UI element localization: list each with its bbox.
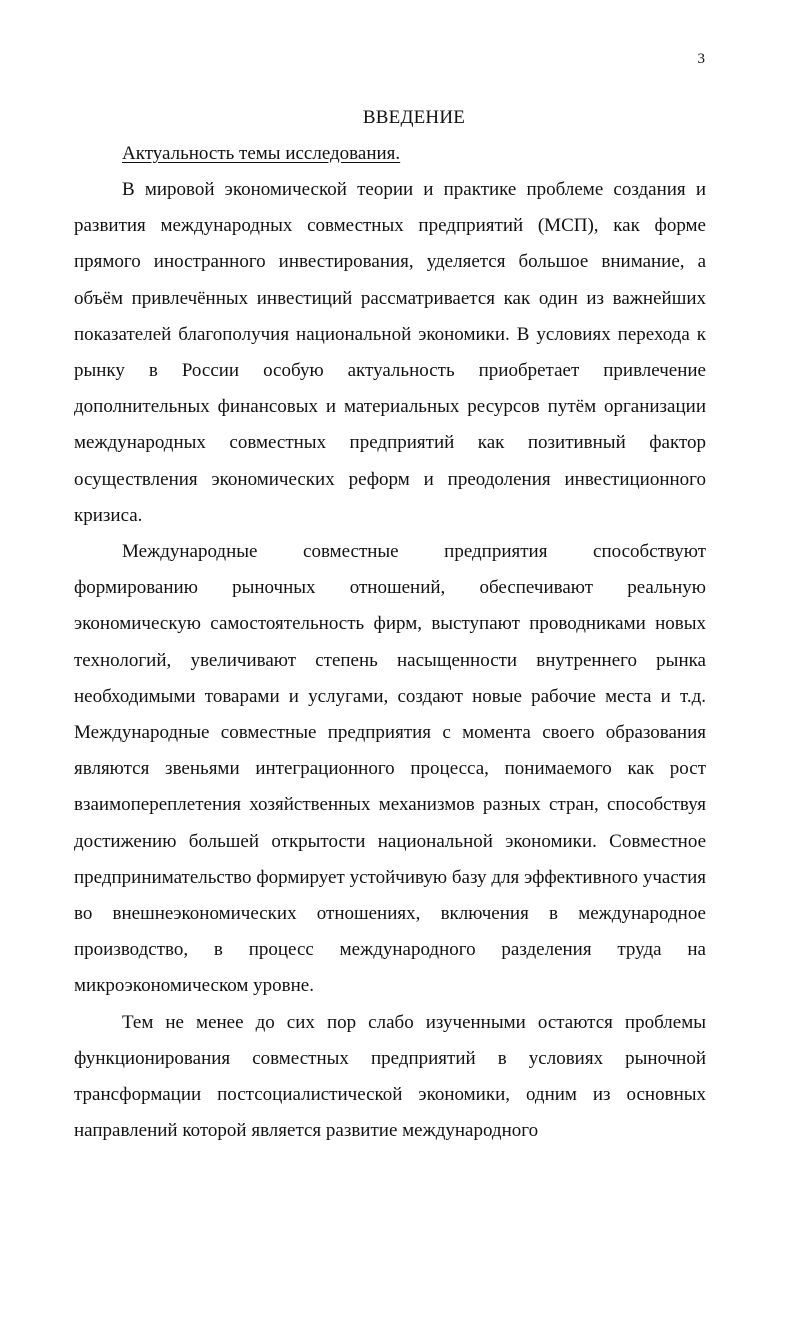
paragraph-3: Тем не менее до сих пор слабо изученными остаются проблемы функционирования совместных предприятий в условиях рыночной трансформации постсоциалистической экономики, одним из основных направлений которой является развитие международного: [74, 1011, 706, 1142]
page-content: [74, 100, 706, 1149]
section-subheading: Актуальность темы исследования.: [122, 143, 401, 164]
section-heading: ВВЕДЕНИЕ: [362, 107, 466, 128]
paragraph-1: В мировой экономической теории и практике проблеме создания и развития международных совместных предприятий (МСП), как форме прямого иностранного инвестирования, уделяется большое внимание, а объём привлечённых инвестиций рассматривается как один из важнейших показателей благополучия национальной экономики. В условиях перехода к рынку в России особую актуальность приобретает привлечение дополнительных финансовых и материальных ресурсов путём организации международных совместных предприятий как позитивный фактор осуществления экономических реформ и преодоления инвестиционного кризиса.: [74, 179, 706, 526]
page-number: 3: [697, 51, 705, 67]
paragraph-2: Международные совместные предприятия способствуют формированию рыночных отношений, обеспечивают реальную экономическую самостоятельность фирм, выступают проводниками новых технологий, увеличивают степень насыщенности внутреннего рынка необходимыми товарами и услугами, создают новые рабочие места и т.д. Международные совместные предприятия с момента своего образования являются звеньями интеграционного процесса, понимаемого как рост взаимопереплетения хозяйственных механизмов разных стран, способствуя достижению большей открытости национальной экономики. Совместное предпринимательство формирует устойчивую базу для эффективного участия во внешнеэкономических отношениях, включения в международное производство, в процесс международного разделения труда на микроэкономическом уровне.: [74, 541, 706, 997]
